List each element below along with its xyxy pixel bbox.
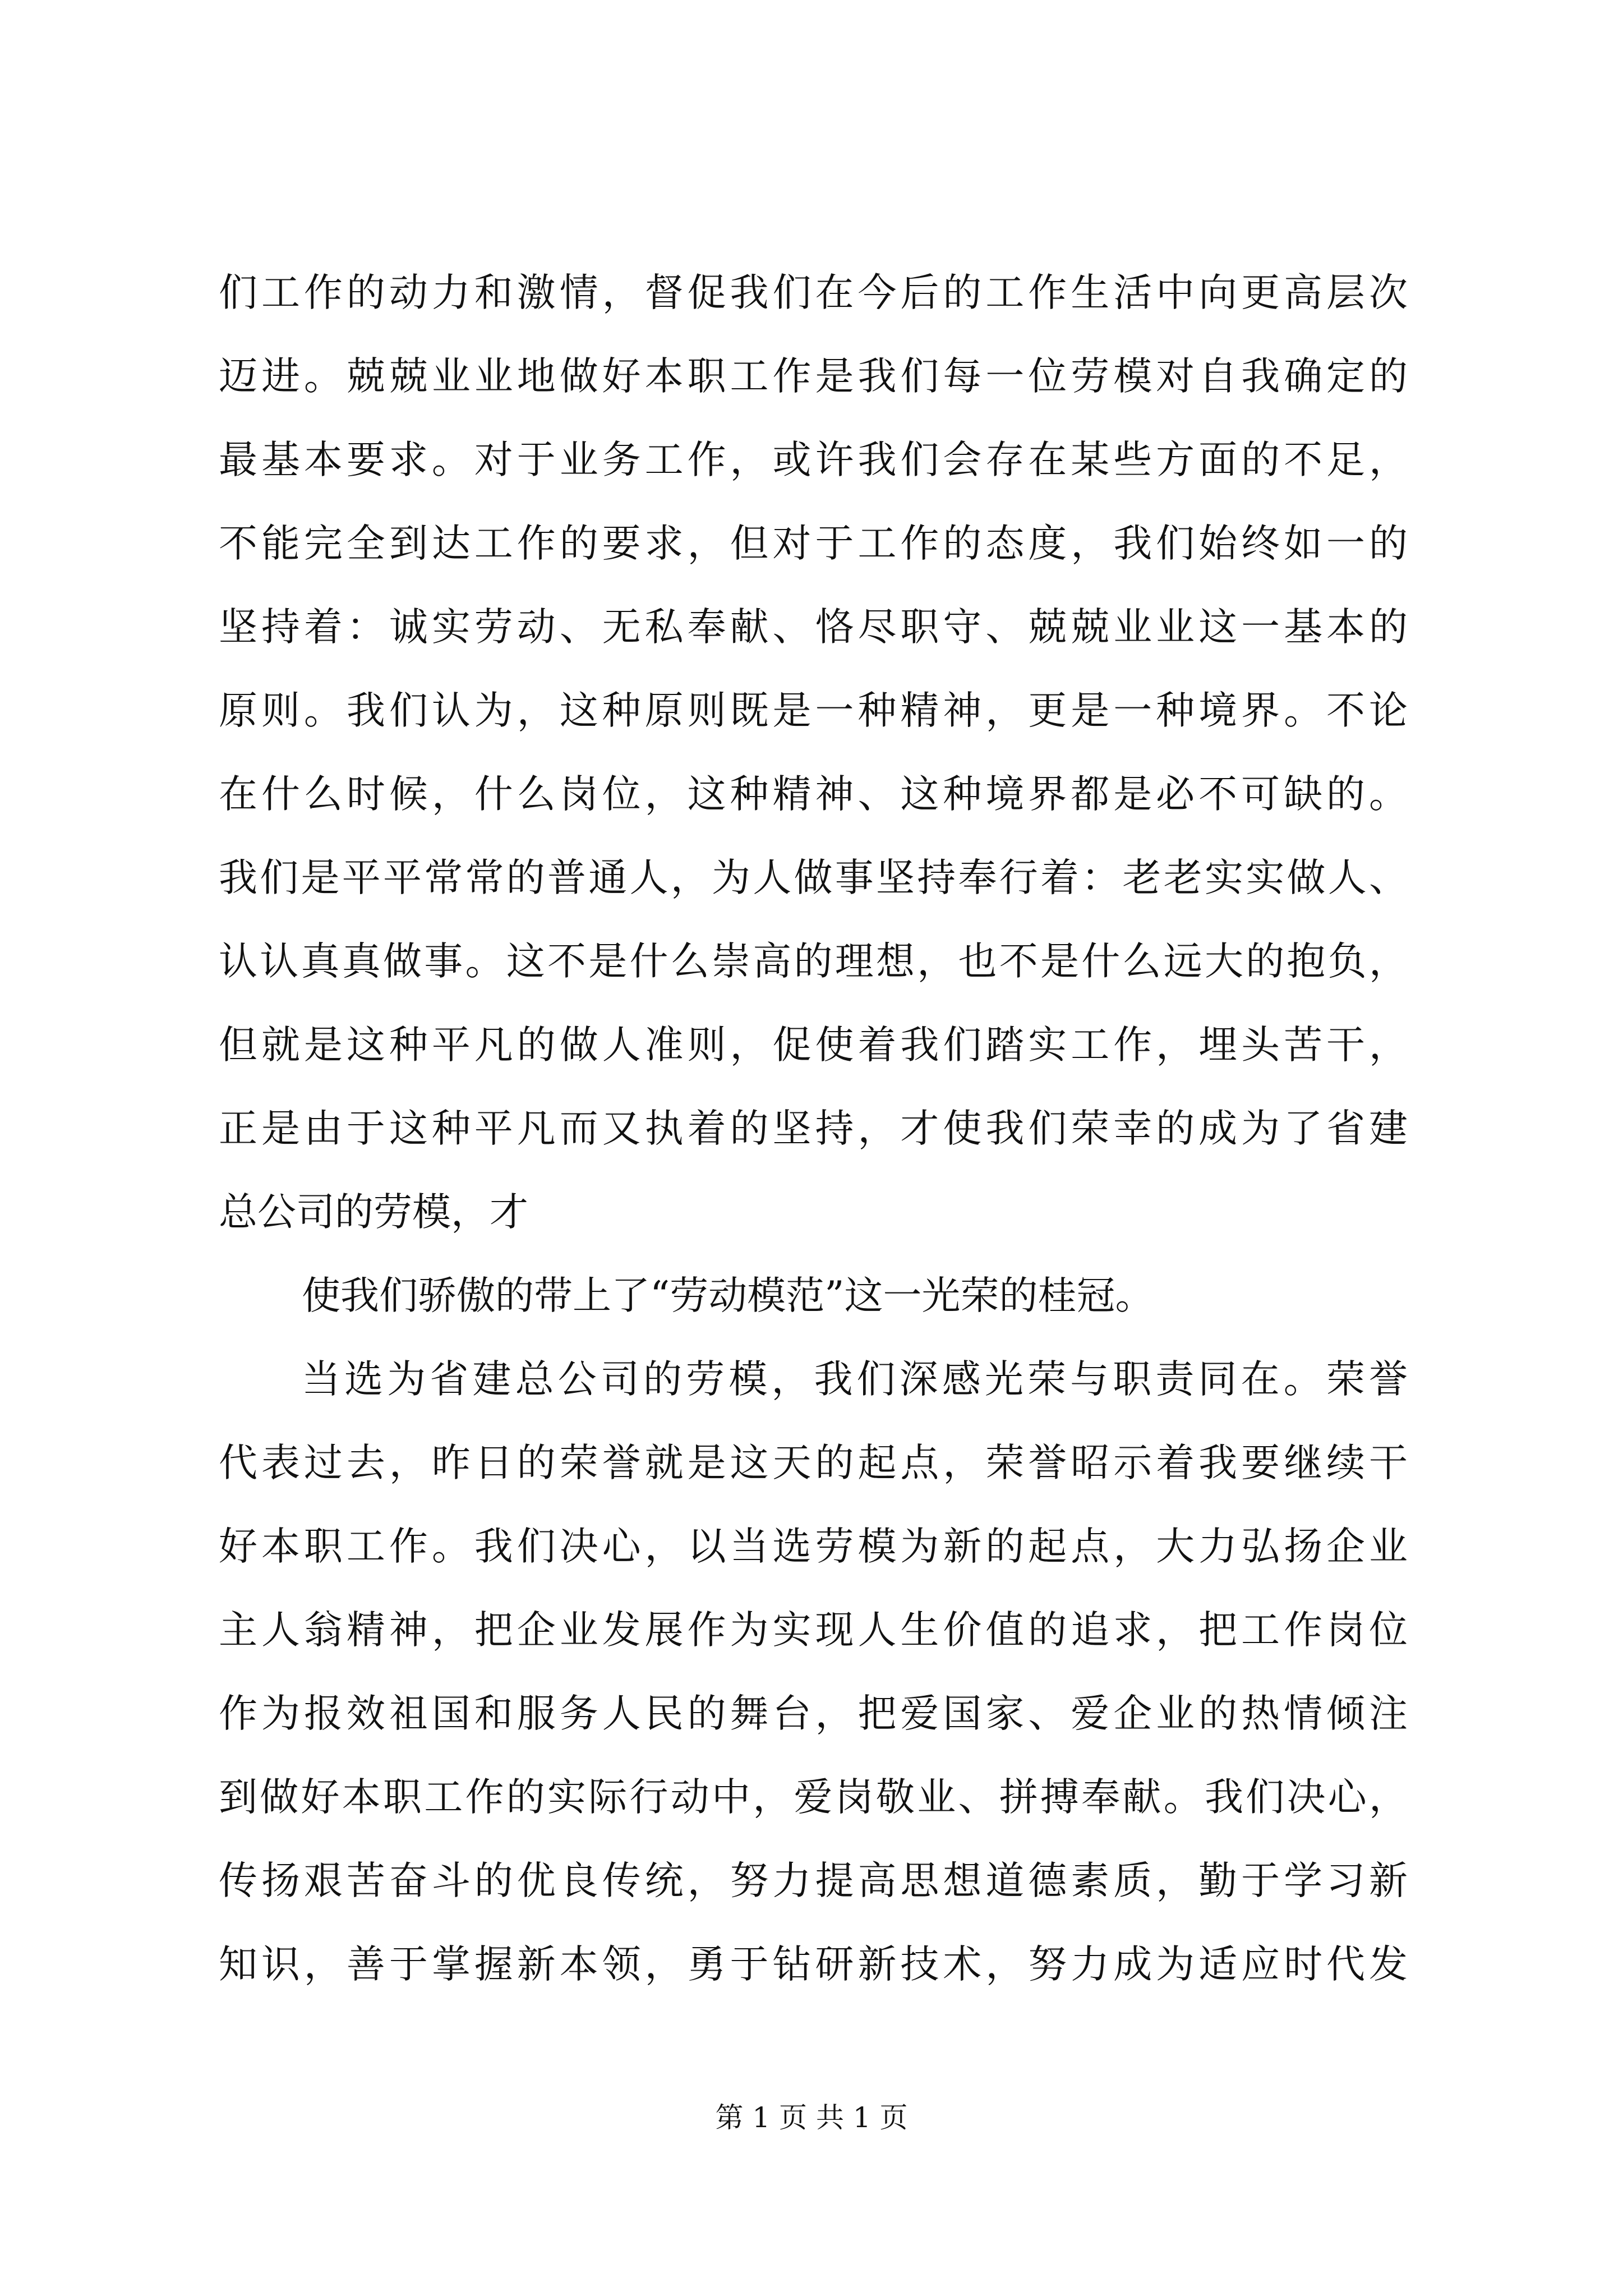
text-line: 到做好本职工作的实际行动中，爱岗敬业、拼搏奉献。我们决心， xyxy=(219,1775,1408,1820)
text-line: 坚持着：诚实劳动、无私奉献、恪尽职守、兢兢业业这一基本的 xyxy=(219,605,1408,650)
text-line: 主人翁精神，把企业发展作为实现人生价值的追求，把工作岗位 xyxy=(219,1608,1408,1653)
text-line: 迈进。兢兢业业地做好本职工作是我们每一位劳模对自我确定的 xyxy=(219,354,1408,399)
text-line: 不能完全到达工作的要求，但对于工作的态度，我们始终如一的 xyxy=(219,521,1408,566)
text-line: 但就是这种平凡的做人准则，促使着我们踏实工作，埋头苦干， xyxy=(219,1023,1408,1068)
text-line: 当选为省建总公司的劳模，我们深感光荣与职责同在。荣誉 xyxy=(302,1357,1408,1402)
text-line: 使我们骄傲的带上了“劳动模范”这一光荣的桂冠。 xyxy=(302,1273,1154,1318)
body-text xyxy=(219,251,1408,2007)
text-line: 认认真真做事。这不是什么崇高的理想，也不是什么远大的抱负， xyxy=(219,939,1408,984)
text-line: 作为报效祖国和服务人民的舞台，把爱国家、爱企业的热情倾注 xyxy=(219,1691,1408,1736)
text-line: 正是由于这种平凡而又执着的坚持，才使我们荣幸的成为了省建 xyxy=(219,1106,1408,1151)
text-line: 代表过去，昨日的荣誉就是这天的起点，荣誉昭示着我要继续干 xyxy=(219,1441,1408,1485)
text-line: 我们是平平常常的普通人，为人做事坚持奉行着：老老实实做人、 xyxy=(219,855,1408,900)
text-line: 最基本要求。对于业务工作，或许我们会存在某些方面的不足， xyxy=(219,438,1408,482)
text-line: 们工作的动力和激情，督促我们在今后的工作生活中向更高层次 xyxy=(219,270,1408,315)
text-line: 知识，善于掌握新本领，勇于钻研新技术，努力成为适应时代发 xyxy=(219,1942,1408,1987)
text-line: 总公司的劳模，才 xyxy=(219,1190,528,1235)
text-line: 好本职工作。我们决心，以当选劳模为新的起点，大力弘扬企业 xyxy=(219,1524,1408,1569)
text-line: 在什么时候，什么岗位，这种精神、这种境界都是必不可缺的。 xyxy=(219,772,1408,817)
text-line: 传扬艰苦奋斗的优良传统，努力提高思想道德素质，勤于学习新 xyxy=(219,1858,1408,1903)
text-line: 原则。我们认为，这种原则既是一种精神，更是一种境界。不论 xyxy=(219,688,1408,733)
page-footer: 第 1 页 共 1 页 xyxy=(715,2101,908,2134)
